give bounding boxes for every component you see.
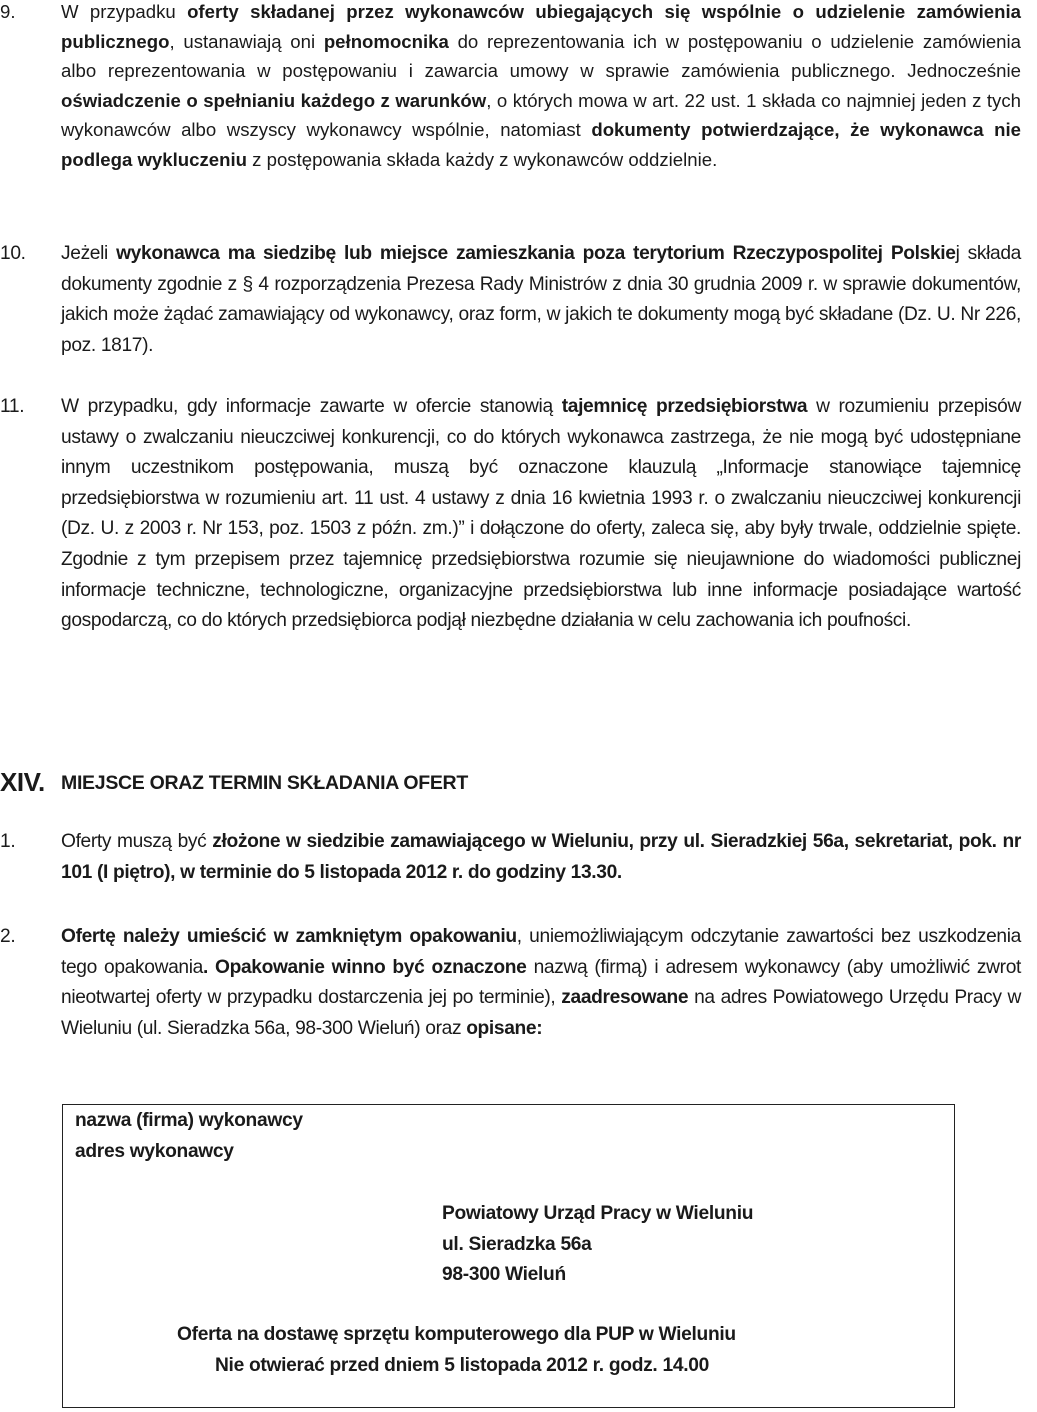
recipient-name: Powiatowy Urząd Pracy w Wieluniu [442,1203,754,1224]
item-text: Ofertę należy umieścić w zamkniętym opakowaniu, uniemożliwiającym odczytanie zawartości bez uszkodzenia tego opakowania. Opakowanie winno być oznaczone nazwą (firmą) i adresem wykonawcy (aby umożliwić zwrot nieotwartej oferty w przypadku dostarczenia jej po terminie), zaadresowane na adres Powiatowego Urzędu Pracy w Wieluniu (ul. Sieradzka 56a, 98-300 Wieluń) oraz opisane: [61,926,1022,1039]
list-item-10 [0,239,1037,361]
list-item-11 [0,392,1037,637]
item-text: Jeżeli wykonawca ma siedzibę lub miejsce zamieszkania poza terytorium Rzeczypospolitej Polskiej składa dokumenty zgodnie z § 4 rozporządzenia Prezesa Rady Ministrów z dnia 30 grudnia 2009 r. w sprawie dokumentów, jakich może żądać zamawiający od wykonawcy, oraz form, w jakich te dokumenty mogą być składane (Dz. U. Nr 226, poz. 1817). [61,243,1021,356]
recipient-city: 98-300 Wieluń [442,1264,566,1285]
sender-address: adres wykonawcy [75,1141,234,1162]
offer-title: Oferta na dostawę sprzętu komputerowego dla PUP w Wieluniu [177,1324,736,1345]
item-number: 10. [0,243,26,264]
section-item-2 [0,922,1037,1044]
recipient-street: ul. Sieradzka 56a [442,1234,592,1255]
section-title: MIEJSCE ORAZ TERMIN SKŁADANIA OFERT [61,772,468,794]
sender-name: nazwa (firma) wykonawcy [75,1110,303,1131]
list-item-9 [0,0,1037,175]
item-number: 11. [0,396,25,417]
item-text: W przypadku, gdy informacje zawarte w ofercie stanowią tajemnicę przedsiębiorstwa w rozumieniu przepisów ustawy o zwalczaniu nieuczciwej konkurencji, co do których wykonawca zastrzega, że nie mogą być udostępniane innym uczestnikom postępowania, muszą być oznaczone klauzulą „Informacje stanowiące tajemnicę przedsiębiorstwa w rozumieniu art. 11 ust. 4 ustawy z dnia 16 kwietnia 1993 r. o zwalczaniu nieuczciwej konkurencji (Dz. U. z 2003 r. Nr 153, poz. 1503 z późn. zm.)” i dołączone do oferty, zaleca się, aby były trwale, oddzielnie spięte. Zgodnie z tym przepisem przez tajemnicę przedsiębiorstwa rozumie się nieujawnione do wiadomości publicznej informacje techniczne, technologiczne, organizacyjne przedsiębiorstwa lub inne informacje posiadające wartość gospodarczą, co do których przedsiębiorca podjął niezbędne działania w celu zachowania ich poufności. [61,396,1021,632]
item-text: Oferty muszą być złożone w siedzibie zamawiającego w Wieluniu, przy ul. Sieradzkiej 56a, sekretariat, pok. nr 101 (I piętro), w terminie do 5 listopada 2012 r. do godziny 13.30. [61,831,1021,883]
item-number: 2. [0,926,16,947]
envelope-label-box [62,1104,955,1408]
section-item-1 [0,827,1037,888]
item-number: 9. [0,1,16,22]
item-text: W przypadku oferty składanej przez wykonawców ubiegających się wspólnie o udzielenie zamówienia publicznego, ustanawiają oni pełnomocnika do reprezentowania ich w postępowaniu o udzielenie zamówienia albo reprezentowania w postępowaniu i zawarcia umowy w sprawie zamówienia publicznego. Jednocześnie oświadczenie o spełnianiu każdego z warunków, o których mowa w art. 22 ust. 1 składa co najmniej jeden z tych wykonawców albo wszyscy wykonawcy wspólnie, natomiast dokumenty potwierdzające, że wykonawca nie podlega wykluczeniu z postępowania składa każdy z wykonawców oddzielnie. [61,1,1021,170]
do-not-open-notice: Nie otwierać przed dniem 5 listopada 2012 r. godz. 14.00 [215,1355,709,1376]
section-number: XIV. [0,767,45,797]
item-number: 1. [0,831,16,852]
